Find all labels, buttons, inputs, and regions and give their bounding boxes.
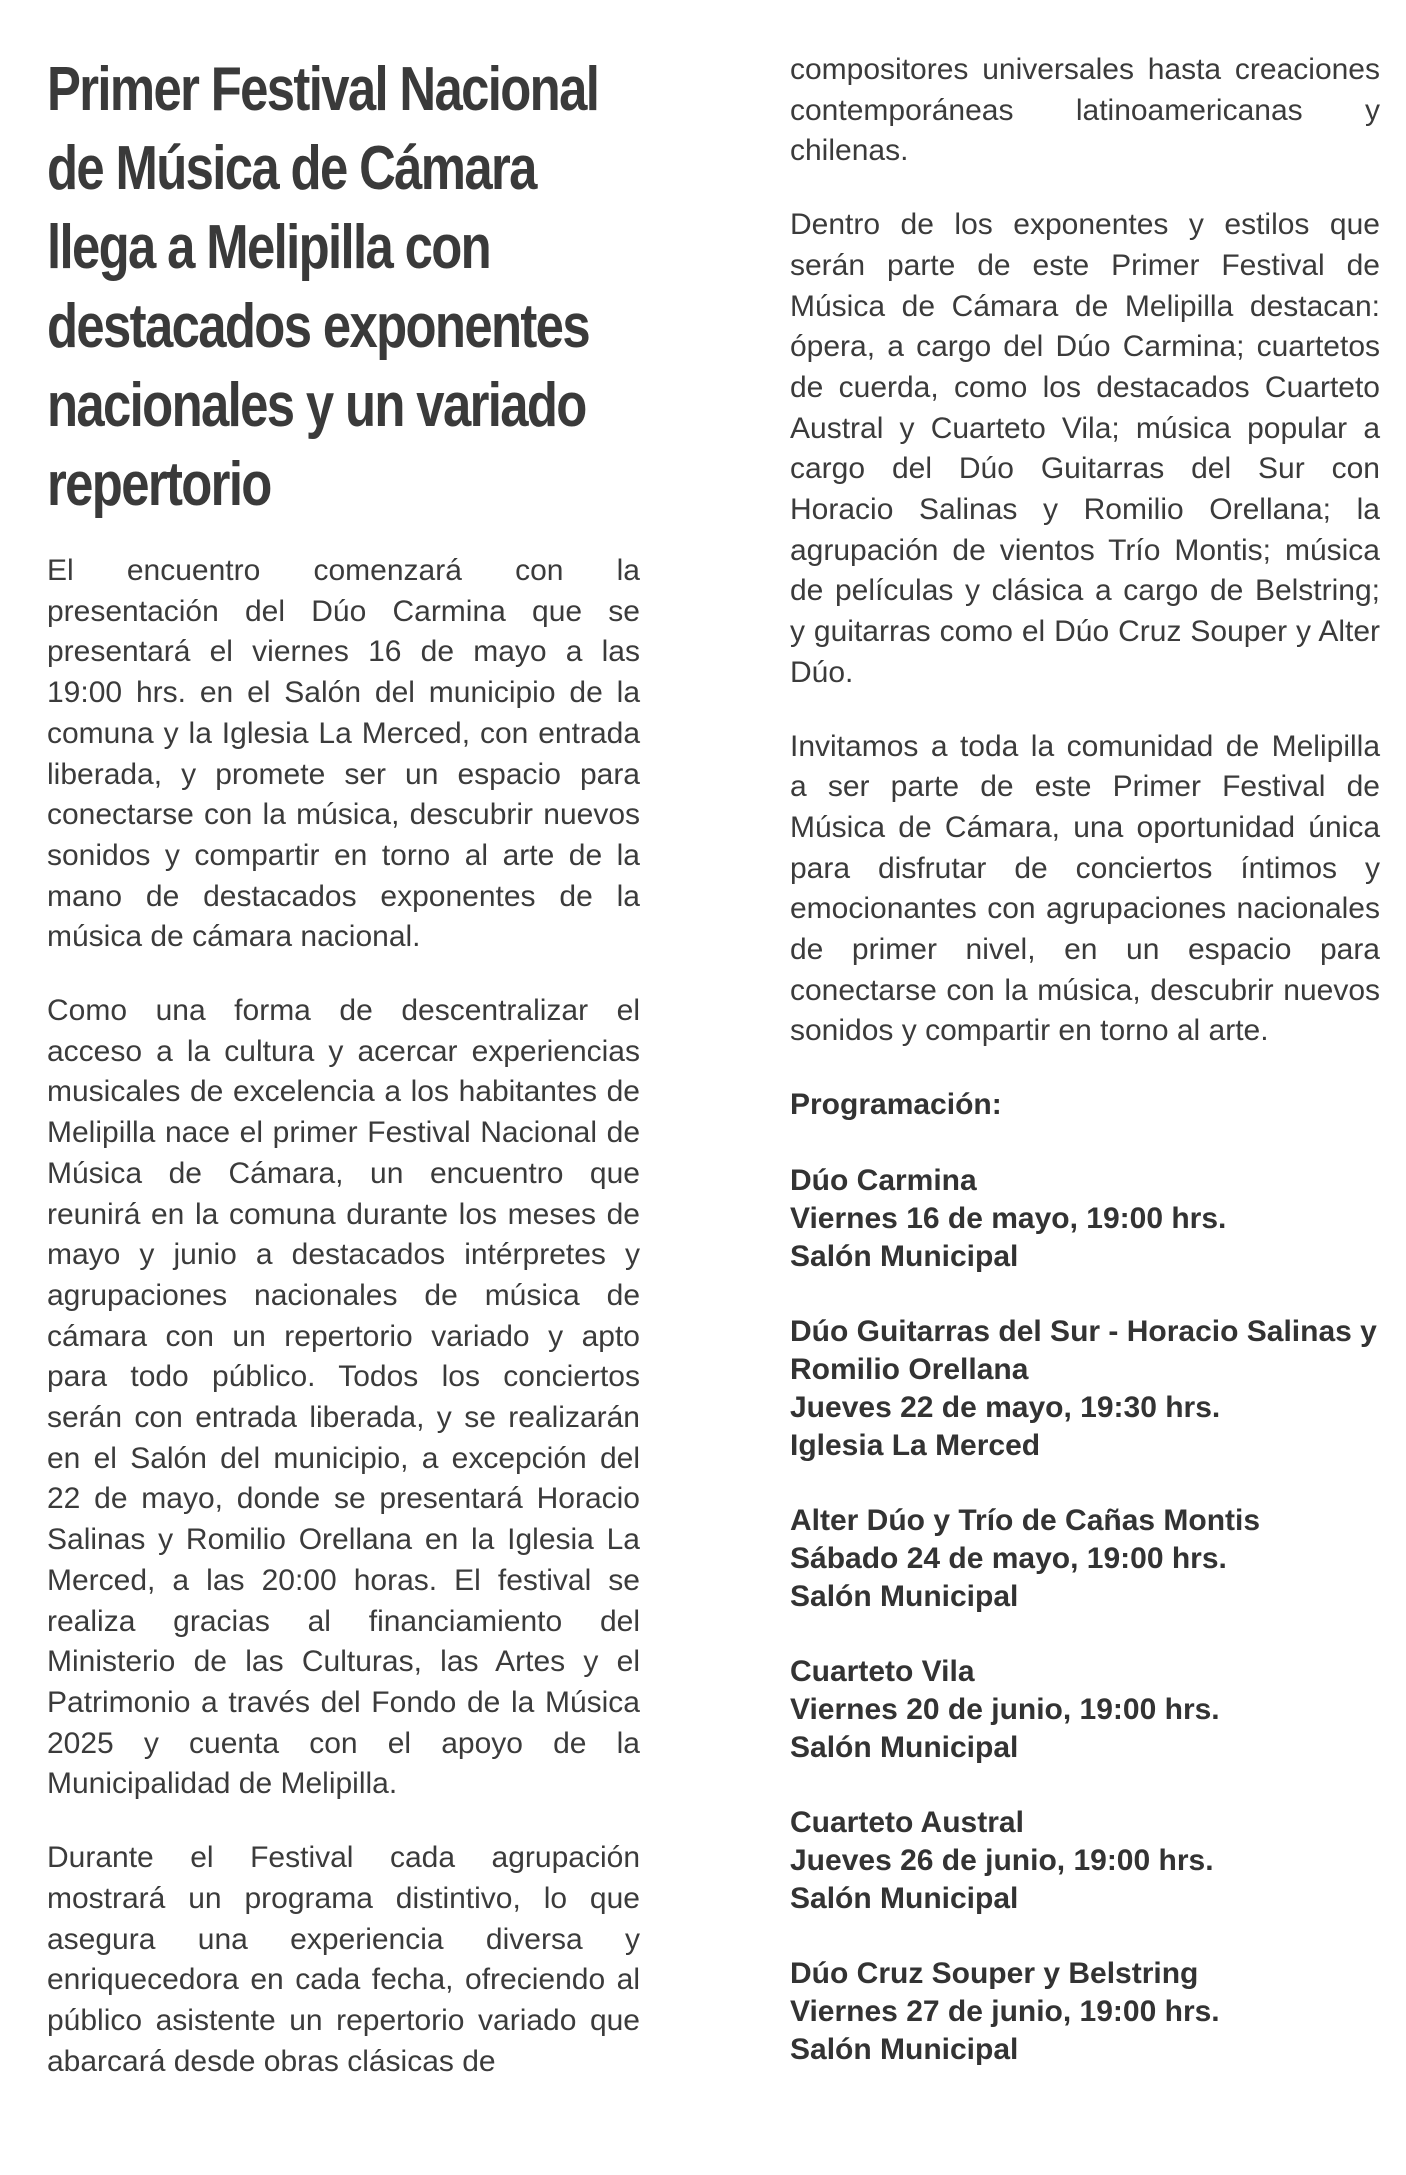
- event-name: Dúo Guitarras del Sur - Horacio Salinas y Romilio Orellana: [790, 1315, 1377, 1387]
- paragraph-program: Durante el Festival cada agrupación mostrará un programa distintivo, lo que asegura una experiencia diversa y enriquecedora en cada fecha, ofreciendo al público asistente un repertorio variado que abarcará desde obras clásicas de: [47, 1841, 640, 2078]
- schedule-title: Programación:: [790, 1088, 1002, 1122]
- event-venue: Salón Municipal: [790, 1240, 1019, 1274]
- event-date: Viernes 20 de junio, 19:00 hrs.: [790, 1693, 1220, 1727]
- event-date: Jueves 26 de junio, 19:00 hrs.: [790, 1844, 1214, 1878]
- right-column: [790, 0, 1380, 2069]
- event-venue: Salón Municipal: [790, 1882, 1019, 1916]
- paragraph-program-continued: compositores universales hasta creaciones contemporáneas latinoamericanas y chilenas.: [790, 53, 1380, 168]
- schedule-event: [790, 1162, 1380, 1276]
- paragraph-exponents: Dentro de los exponentes y estilos que serán parte de este Primer Festival de Música de Cámara de Melipilla destacan: ópera, a cargo del Dúo Carmina; cuartetos de cuerda, como los destacados Cuarteto Austral y Cuarteto Vila; música popular a cargo del Dúo Guitarras del Sur con Horacio Salinas y Romilio Orellana; la agrupación de vientos Trío Montis; música de películas y clásica a cargo de Belstring; y guitarras como el Dúo Cruz Souper y Alter Dúo.: [790, 208, 1380, 689]
- event-venue: Salón Municipal: [790, 2033, 1019, 2067]
- event-name: Dúo Cruz Souper y Belstring: [790, 1957, 1199, 1991]
- schedule-event: [790, 1653, 1380, 1767]
- event-venue: Salón Municipal: [790, 1731, 1019, 1765]
- event-date: Jueves 22 de mayo, 19:30 hrs.: [790, 1391, 1221, 1425]
- headline: Primer Festival Nacional de Música de Cámara llega a Melipilla con destacados exponentes nacionales y un variado repertorio: [47, 55, 599, 519]
- event-date: Sábado 24 de mayo, 19:00 hrs.: [790, 1542, 1227, 1576]
- schedule-event: [790, 1313, 1380, 1465]
- paragraph-festival: Como una forma de descentralizar el acceso a la cultura y acercar experiencias musicales de excelencia a los habitantes de Melipilla nace el primer Festival Nacional de Música de Cámara, un encuentro que reunirá en la comuna durante los meses de mayo y junio a destacados intérpretes y agrupaciones nacionales de música de cámara con un repertorio variado y apto para todo público. Todos los conciertos serán con entrada liberada, y se realizarán en el Salón del municipio, a excepción del 22 de mayo, donde se presentará Horacio Salinas y Romilio Orellana en la Iglesia La Merced, a las 20:00 horas. El festival se realiza gracias al financiamiento del Ministerio de las Culturas, las Artes y el Patrimonio a través del Fondo de la Música 2025 y cuenta con el apoyo de la Municipalidad de Melipilla.: [47, 994, 640, 1801]
- schedule-event: [790, 1502, 1380, 1616]
- event-venue: Iglesia La Merced: [790, 1429, 1041, 1463]
- event-venue: Salón Municipal: [790, 1580, 1019, 1614]
- event-name: Cuarteto Austral: [790, 1806, 1024, 1840]
- paragraph-intro: El encuentro comenzará con la presentación del Dúo Carmina que se presentará el viernes 16 de mayo a las 19:00 hrs. en el Salón del municipio de la comuna y la Iglesia La Merced, con entrada liberada, y promete ser un espacio para conectarse con la música, descubrir nuevos sonidos y compartir en torno al arte de la mano de destacados exponentes de la música de cámara nacional.: [47, 554, 640, 954]
- event-date: Viernes 16 de mayo, 19:00 hrs.: [790, 1202, 1227, 1236]
- paragraph-invitation: Invitamos a toda la comunidad de Melipilla a ser parte de este Primer Festival de Música de Cámara, una oportunidad única para disfrutar de conciertos íntimos y emocionantes con agrupaciones nacionales de primer nivel, en un espacio para conectarse con la música, descubrir nuevos sonidos y compartir en torno al arte.: [790, 729, 1380, 1048]
- event-date: Viernes 27 de junio, 19:00 hrs.: [790, 1995, 1220, 2029]
- schedule-event: [790, 1804, 1380, 1918]
- schedule-event: [790, 1955, 1380, 2069]
- schedule: [790, 1085, 1380, 2069]
- left-column: [47, 0, 640, 2082]
- event-name: Dúo Carmina: [790, 1164, 977, 1198]
- event-name: Alter Dúo y Trío de Cañas Montis: [790, 1504, 1261, 1538]
- event-name: Cuarteto Vila: [790, 1655, 975, 1689]
